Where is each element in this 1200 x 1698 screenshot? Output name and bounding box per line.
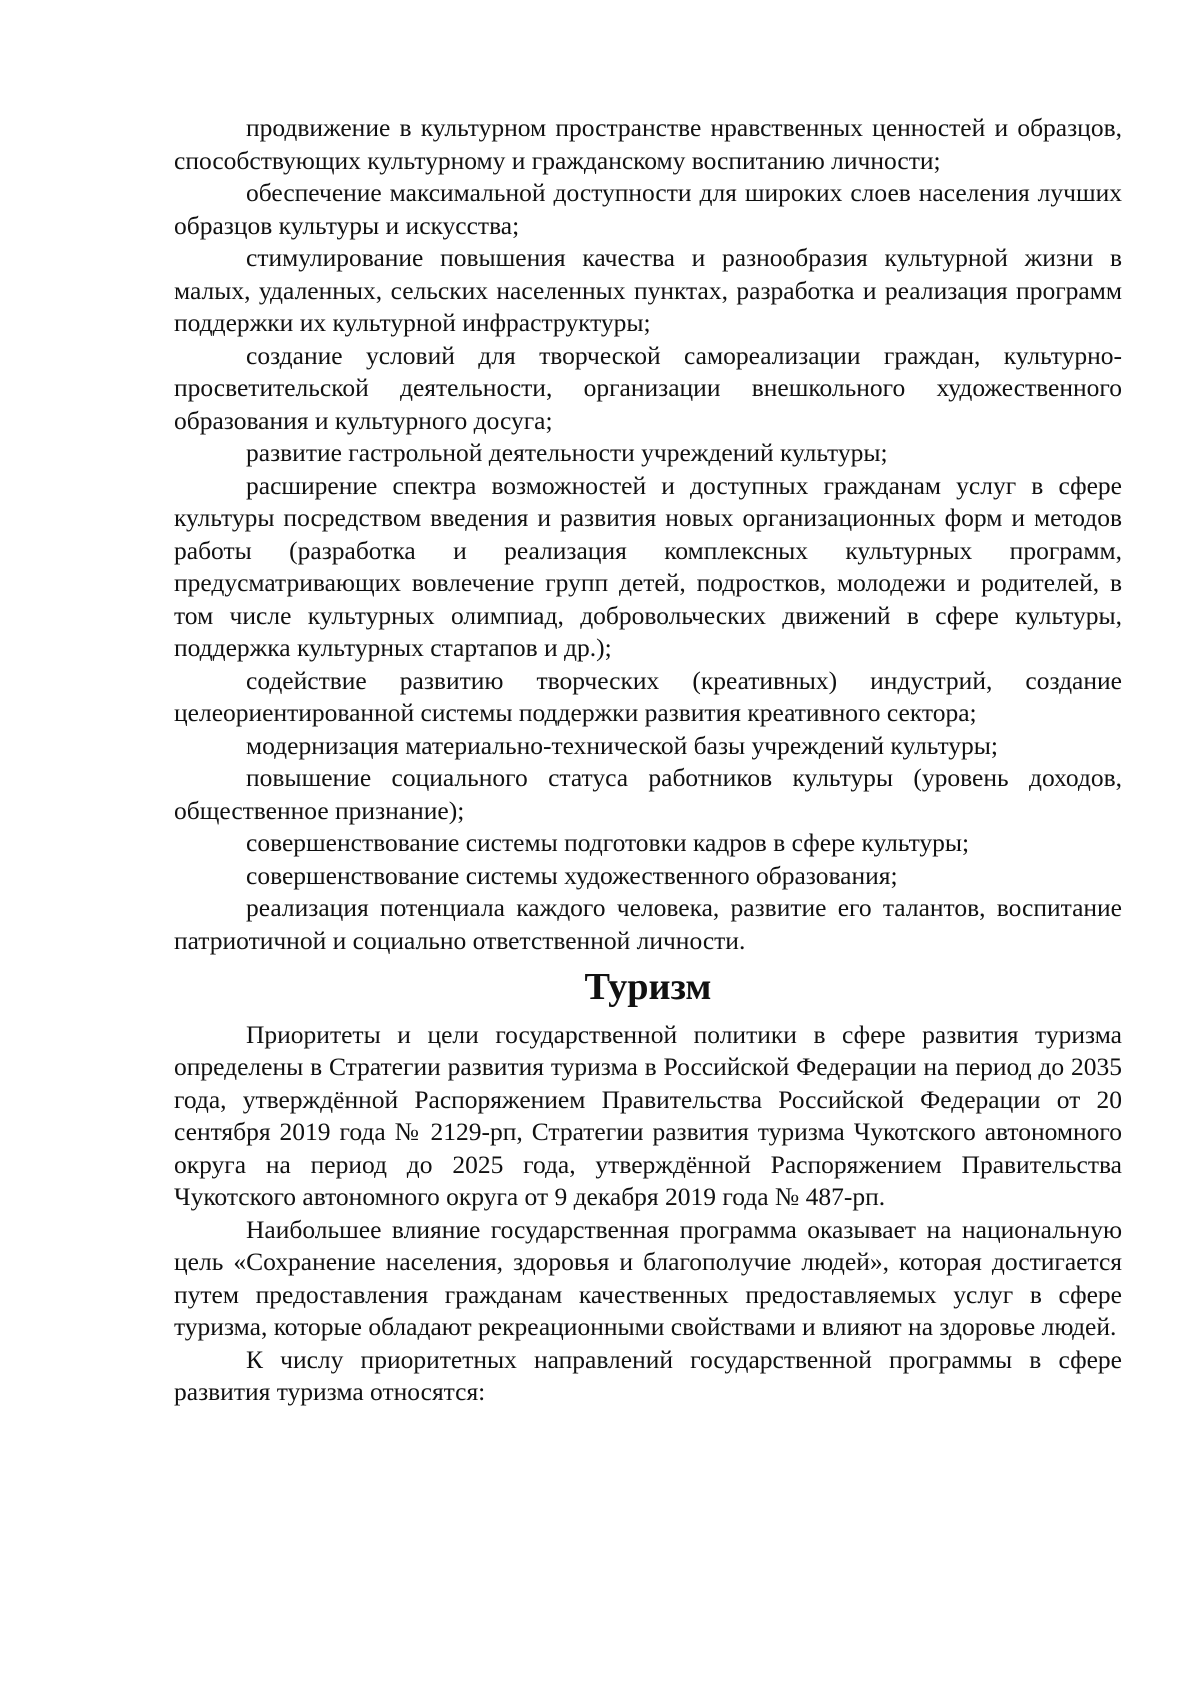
tourism-paragraph-2: Наибольшее влияние государственная программа оказывает на национальную цель «Сохранение населения, здоровья и благополучие людей», которая достигается путем предоставления гражданам качественных предоставляемых услуг в сфере туризма, которые обладают рекреационными свойствами и влияют на здоровье людей. bbox=[174, 1214, 1122, 1341]
culture-item-9: повышение социального статуса работников культуры (уровень доходов, общественное признание); bbox=[174, 763, 1122, 825]
culture-item-11: совершенствование системы художественного образования; bbox=[246, 860, 898, 890]
culture-item-4: создание условий для творческой самореализации граждан, культурно-просветительской деятельности, организации внешкольного художественного образования и культурного досуга; bbox=[174, 340, 1122, 435]
culture-item-10: совершенствование системы подготовки кадров в сфере культуры; bbox=[246, 828, 970, 857]
section-heading-tourism: Туризм bbox=[584, 966, 712, 1008]
culture-item-7: содействие развитию творческих (креативных) индустрий, создание целеориентированной системы поддержки развития креативного сектора; bbox=[174, 665, 1122, 727]
culture-item-2: обеспечение максимальной доступности для широких слоев населения лучших образцов культуры и искусства; bbox=[174, 178, 1122, 240]
tourism-paragraph-3: К числу приоритетных направлений государственной программы в сфере развития туризма относятся: bbox=[174, 1344, 1122, 1406]
culture-item-8: модернизация материально-технической базы учреждений культуры; bbox=[246, 730, 998, 760]
culture-item-5: развитие гастрольной деятельности учреждений культуры; bbox=[246, 438, 888, 467]
culture-item-1: продвижение в культурном пространстве нравственных ценностей и образцов, способствующих культурному и гражданскому воспитанию личности; bbox=[174, 113, 1122, 175]
document-page bbox=[174, 112, 1122, 1409]
culture-item-6: расширение спектра возможностей и доступных гражданам услуг в сфере культуры посредством введения и развития новых организационных форм и методов работы (разработка и реализация комплексных культурных программ, предусматривающих вовлечение групп детей, подростков, молодежи и родителей, в том числе культурных олимпиад, добровольческих движений в сфере культуры, поддержка культурных стартапов и др.); bbox=[174, 470, 1122, 662]
culture-item-3: стимулирование повышения качества и разнообразия культурной жизни в малых, удаленных, сельских населенных пунктах, разработка и реализация программ поддержки их культурной инфраструктуры; bbox=[174, 243, 1122, 337]
culture-item-12: реализация потенциала каждого человека, развитие его талантов, воспитание патриотичной и социально ответственной личности. bbox=[174, 893, 1122, 955]
tourism-paragraph-1: Приоритеты и цели государственной политики в сфере развития туризма определены в Стратегии развития туризма в Российской Федерации на период до 2035 года, утверждённой Распоряжением Правительства Российской Федерации от 20 сентября 2019 года № 2129-рп, Стратегии развития туризма Чукотского автономного округа на период до 2025 года, утверждённой Распоряжением Правительства Чукотского автономного округа от 9 декабря 2019 года № 487-рп. bbox=[174, 1019, 1122, 1211]
